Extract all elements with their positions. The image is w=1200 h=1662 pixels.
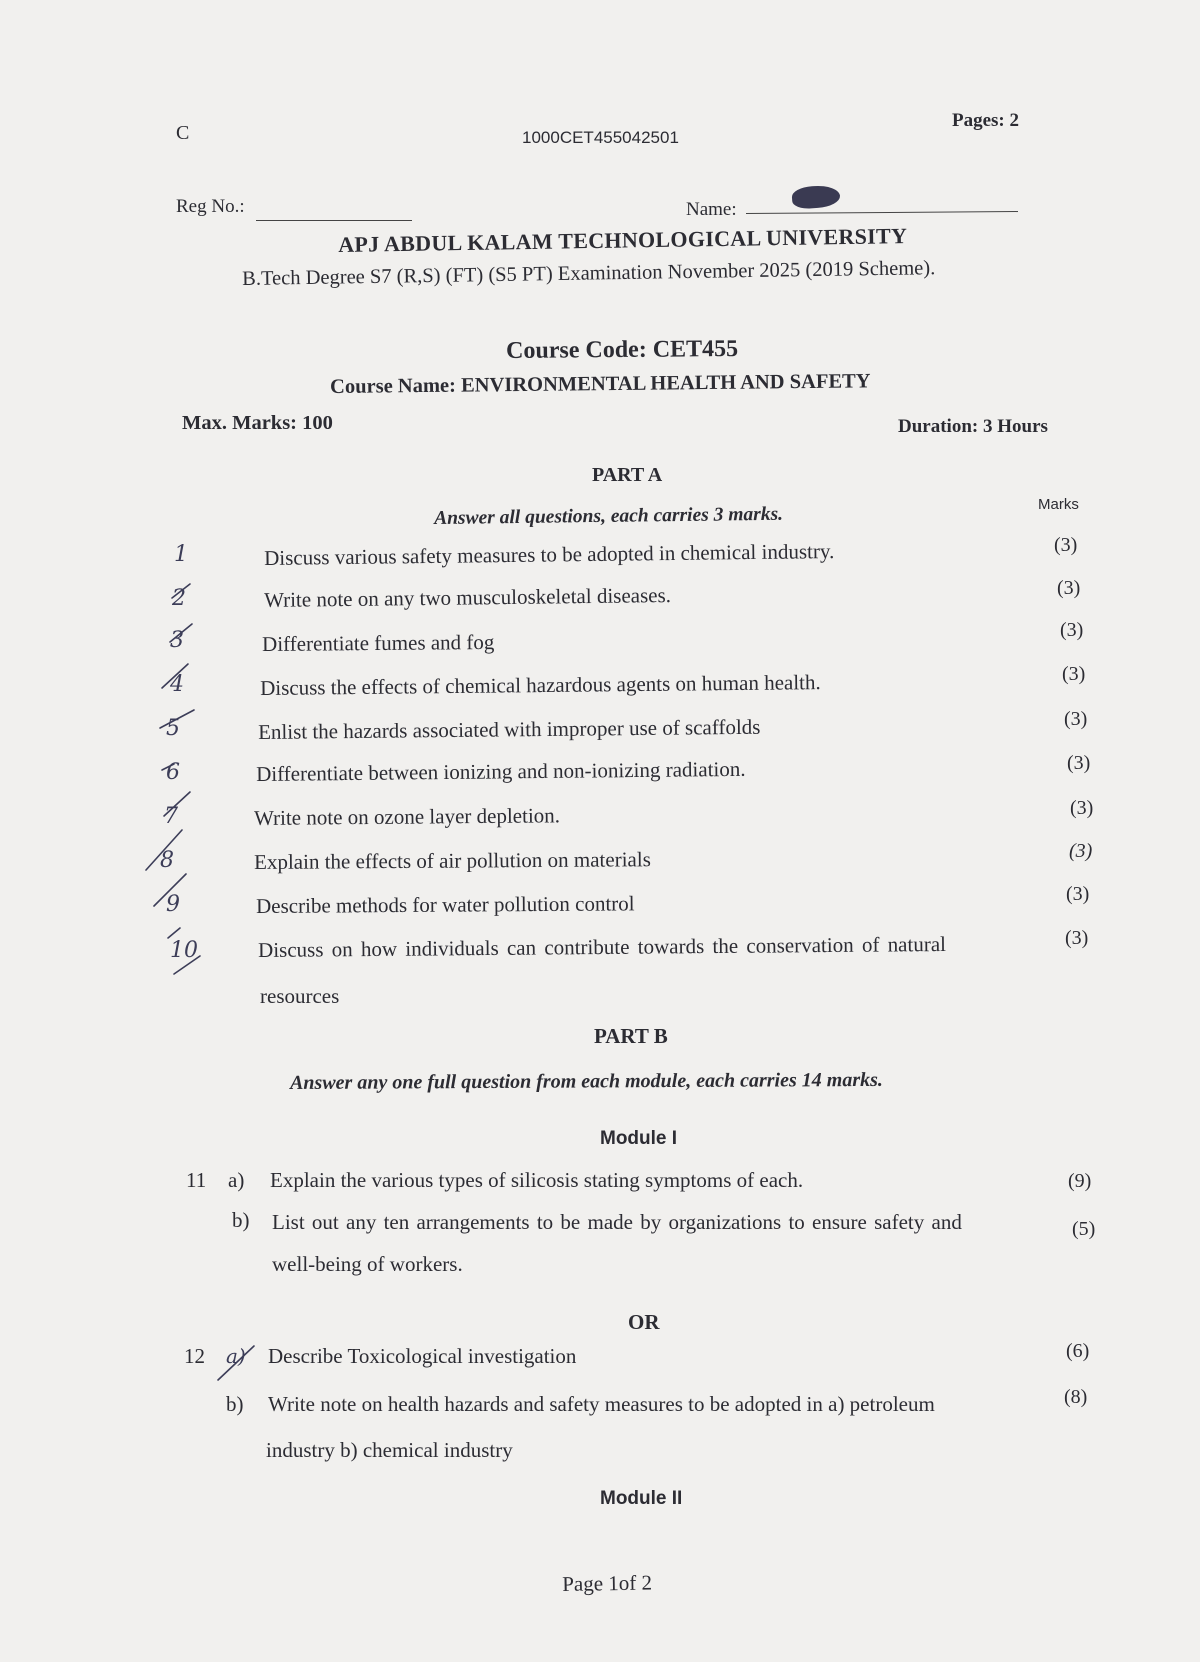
name-label: Name: — [686, 199, 737, 220]
course-name-value: ENVIRONMENTAL HEALTH AND SAFETY — [460, 370, 871, 397]
question-12a-text: Describe Toxicological investigation — [268, 1344, 577, 1368]
question-text-5: Enlist the hazards associated with improper use of scaffolds — [258, 714, 761, 744]
module-1-heading: Module I — [600, 1128, 678, 1149]
question-12a-label: a) — [226, 1344, 246, 1368]
course-name — [330, 370, 871, 399]
university-name: APJ ABDUL KALAM TECHNOLOGICAL UNIVERSITY — [338, 223, 908, 257]
question-text-9: Describe methods for water pollution control — [256, 891, 635, 918]
question-text-10-continued: resources — [260, 984, 340, 1008]
question-marks-3: (3) — [1060, 619, 1084, 641]
part-a-title: PART A — [592, 464, 663, 486]
question-text-6: Differentiate between ionizing and non-ionizing radiation. — [256, 756, 746, 786]
question-text-1: Discuss various safety measures to be adopted in chemical industry. — [264, 539, 835, 570]
question-12b-marks: (8) — [1064, 1386, 1088, 1408]
question-11b-text: List out any ten arrangements to be made by organizations to ensure safety and — [272, 1210, 962, 1234]
reg-no-line — [256, 220, 412, 221]
duration: Duration: 3 Hours — [898, 416, 1048, 437]
question-12a-marks: (6) — [1066, 1340, 1090, 1362]
question-number-6: 6 — [166, 760, 180, 785]
question-text-8: Explain the effects of air pollution on materials — [254, 847, 651, 874]
question-11b-label: b) — [232, 1208, 250, 1232]
question-marks-5: (3) — [1064, 708, 1088, 730]
question-11a-label: a) — [228, 1168, 245, 1192]
reg-no-label: Reg No.: — [176, 196, 245, 217]
marks-column-header: Marks — [1038, 496, 1079, 513]
part-b-title: PART B — [594, 1024, 668, 1048]
page-footer: Page 1of 2 — [562, 1570, 653, 1596]
question-12b-label: b) — [226, 1392, 244, 1416]
question-number-3: 3 — [170, 628, 184, 653]
question-12b-text-continued: industry b) chemical industry — [266, 1438, 513, 1462]
exam-title: B.Tech Degree S7 (R,S) (FT) (S5 PT) Examination November 2025 (2019 Scheme). — [242, 257, 936, 290]
question-number-5: 5 — [166, 716, 180, 741]
question-number-4: 4 — [170, 672, 184, 697]
question-11b-marks: (5) — [1072, 1218, 1096, 1240]
question-text-10: Discuss on how individuals can contribute towards the conservation of natural — [258, 931, 947, 962]
question-marks-6: (3) — [1067, 752, 1091, 774]
question-11b-text-continued: well-being of workers. — [272, 1252, 463, 1276]
question-number-8: 8 — [160, 848, 174, 873]
question-number-11: 11 — [186, 1168, 207, 1192]
question-number-7: 7 — [164, 804, 178, 829]
question-number-9: 9 — [166, 892, 180, 917]
question-12b-text: Write note on health hazards and safety measures to be adopted in a) petroleum — [268, 1392, 935, 1416]
question-marks-9: (3) — [1066, 883, 1090, 905]
question-number-2: 2 — [172, 586, 186, 611]
question-text-3: Differentiate fumes and fog — [262, 629, 495, 656]
part-a-instruction: Answer all questions, each carries 3 marks. — [434, 503, 784, 529]
question-text-2: Write note on any two musculoskeletal diseases. — [264, 583, 672, 612]
series-label: C — [176, 122, 190, 144]
max-marks: Max. Marks: 100 — [182, 412, 333, 434]
handwritten-tick-marks — [140, 540, 220, 980]
question-marks-2: (3) — [1057, 577, 1081, 599]
question-number-10: 10 — [170, 938, 198, 963]
or-separator: OR — [628, 1310, 660, 1334]
question-text-7: Write note on ozone layer depletion. — [254, 803, 561, 830]
handwritten-tick-12a — [214, 1340, 260, 1384]
question-11a-marks: (9) — [1068, 1170, 1092, 1192]
question-marks-4: (3) — [1062, 663, 1086, 685]
question-number-12: 12 — [184, 1344, 205, 1368]
module-2-heading: Module II — [600, 1488, 683, 1509]
course-code: Course Code: CET455 — [506, 335, 739, 364]
name-line — [746, 211, 1018, 214]
question-marks-8: (3) — [1069, 840, 1093, 862]
question-number-1: 1 — [174, 542, 188, 567]
question-marks-7: (3) — [1070, 797, 1094, 819]
course-name-label: Course Name: — [330, 374, 457, 398]
question-text-4: Discuss the effects of chemical hazardous agents on human health. — [260, 670, 821, 700]
paper-code: 1000CET455042501 — [522, 128, 679, 147]
question-11a-text: Explain the various types of silicosis stating symptoms of each. — [270, 1168, 804, 1192]
part-b-instruction: Answer any one full question from each module, each carries 14 marks. — [290, 1068, 883, 1094]
question-marks-10: (3) — [1065, 927, 1089, 949]
handwritten-name-scribble — [791, 184, 840, 209]
question-marks-1: (3) — [1054, 534, 1078, 556]
pages-count: Pages: 2 — [952, 110, 1020, 131]
